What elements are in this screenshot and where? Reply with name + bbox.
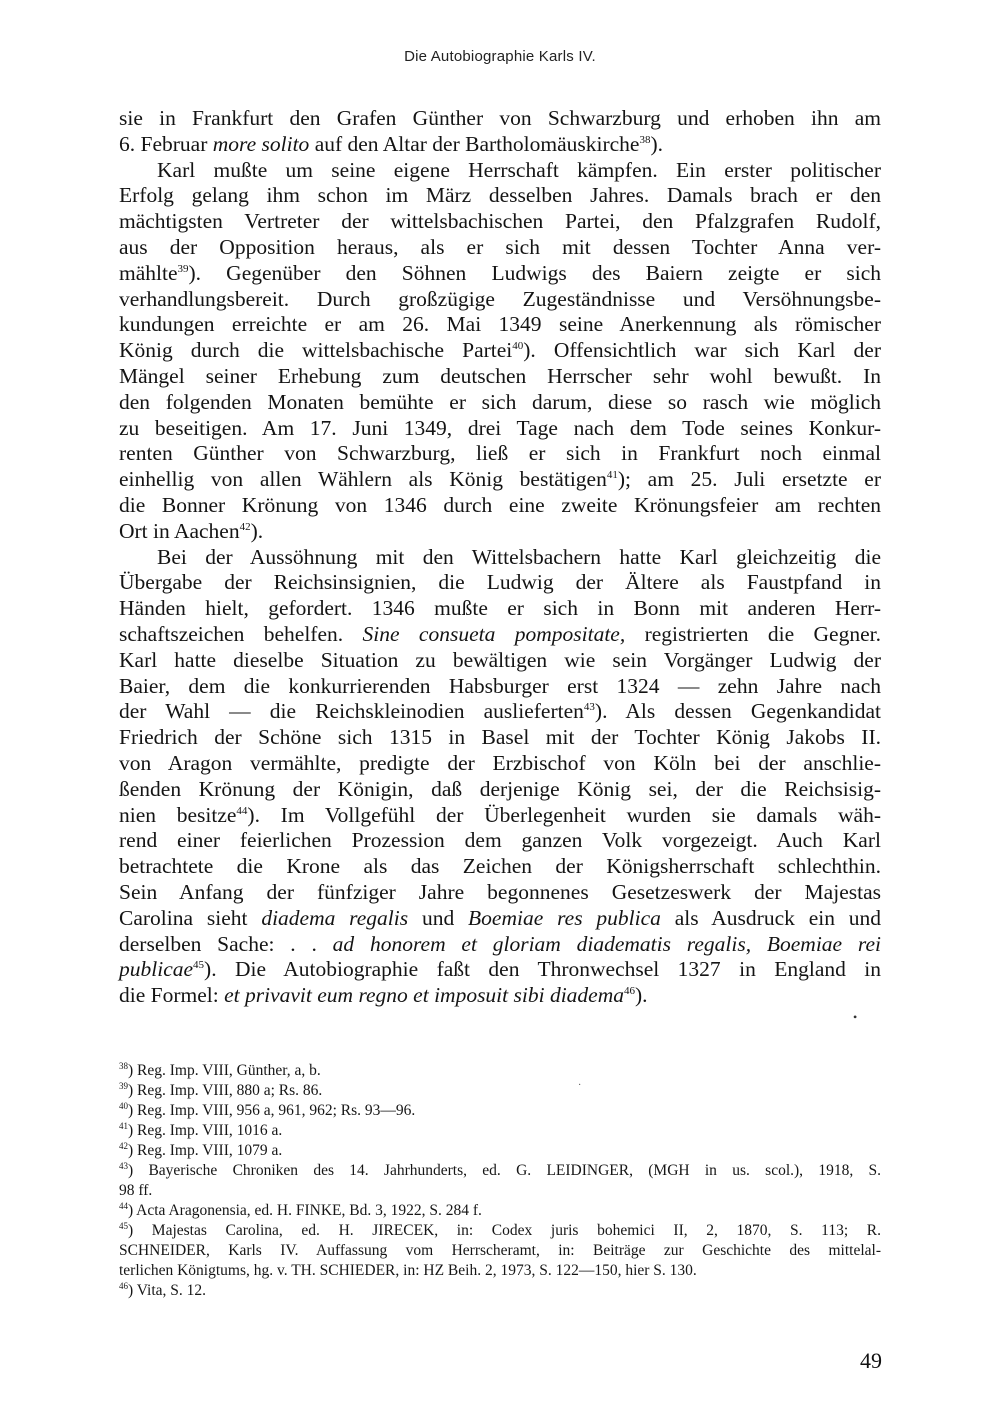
footnote-ref: 38	[639, 133, 651, 146]
footnote: $^{44}$) Acta Aragonensia, ed. H. FINKE, Bd. 3, 1922, S. 284 f.	[119, 1200, 482, 1219]
footnote: SCHNEIDER, Karls IV. Auffassung vom Herrscheramt, in: Beiträge zur Geschichte des mittelal-	[119, 1242, 881, 1259]
text-line: Baier, dem die konkurrierenden Habsburger erst 1324 — zehn Jahre nach	[119, 673, 881, 698]
text-line: König durch die wittelsbachische Partei$^{40}$). Offensichtlich war sich Karl der	[119, 338, 881, 363]
text-line: Händen hielt, gefordert. 1346 mußte er sich in Bonn mit anderen Herr-	[119, 596, 881, 621]
footnote: 98 ff.	[119, 1182, 153, 1199]
text-line: von Aragon vermählte, predigte der Erzbischof von Köln bei der anschlie-	[119, 750, 881, 775]
text-line: Mängel seiner Erhebung zum deutschen Herrscher sehr wohl bewußt. In	[119, 363, 881, 388]
stray-mark: •	[853, 1010, 858, 1024]
footnote-ref: 40	[512, 340, 524, 353]
text-line: renten Günther von Schwarzburg, ließ er sich in Frankfurt noch einmal	[119, 441, 881, 466]
text-line: derselben Sache: . . ad honorem et gloriam diadematis regalis, Boemiae rei	[119, 931, 881, 956]
text-line: Carolina sieht diadema regalis und Boemiae res publica als Ausdruck ein und	[119, 905, 882, 930]
text-line: die Formel: et privavit eum regno et imposuit sibi diadema$^{46}$).	[119, 983, 648, 1008]
footnote: $^{40}$) Reg. Imp. VIII, 956 a, 961, 962; Rs. 93—96.	[119, 1100, 416, 1119]
text-line: verhandlungsbereit. Durch großzügige Zugeständnisse und Versöhnungsbe-	[119, 286, 881, 311]
main-text	[119, 106, 881, 1009]
text-line: rend einer feierlichen Prozession dem ganzen Volk vorgezeigt. Auch Karl	[119, 828, 881, 853]
text-line: kundungen erreichte er am 26. Mai 1349 seine Anerkennung als römischer	[119, 312, 881, 337]
footnote: $^{46}$) Vita, S. 12.	[119, 1280, 207, 1299]
text-line: schaftszeichen behelfen. Sine consueta pompositate, registrierten die Gegner.	[119, 621, 881, 646]
text-line: publicae$^{45}$). Die Autobiographie faßt den Thronwechsel 1327 in England in	[119, 957, 881, 982]
text-line: ßenden Krönung der Königin, daß derjenige König sei, der die Reichsisig-	[119, 776, 881, 801]
text-line: Karl hatte dieselbe Situation zu bewältigen wie sein Vorgänger Ludwig der	[119, 647, 881, 672]
footnote-ref: 46	[624, 984, 635, 997]
text-line: Übergabe der Reichsinsignien, die Ludwig der Ältere als Faustpfand in	[119, 570, 881, 595]
text-line: sie in Frankfurt den Grafen Günther von Schwarzburg und erhoben ihn am	[119, 106, 881, 130]
text-line: Sein Anfang der fünfziger Jahre begonnenes Gesetzeswerk der Majestas	[119, 879, 881, 904]
footnote-ref: 45	[193, 959, 205, 972]
text-line: Erfolg gelang ihm schon im März desselben Jahres. Damals brach er den	[119, 183, 881, 208]
footnote-ref: 41	[606, 469, 618, 481]
footnote-ref: 44	[236, 804, 248, 817]
text-line: mählte$^{39}$). Gegenüber den Söhnen Ludwigs des Baiern zeigte er sich	[119, 260, 881, 285]
footnote-ref: 43	[583, 701, 595, 714]
text-line: 6. Februar more solito auf den Altar der Bartholomäuskirche$^{38}$).	[119, 131, 664, 156]
text-line: die Bonner Krönung von 1346 durch eine zweite Krönungsfeier am rechten	[119, 492, 881, 517]
footnote: $^{42}$) Reg. Imp. VIII, 1079 a.	[119, 1140, 283, 1159]
text-line: den folgenden Monaten bemühte er sich darum, diese so rasch wie möglich	[119, 389, 881, 414]
text-line: aus der Opposition heraus, als er sich mit dessen Tochter Anna ver-	[119, 234, 881, 259]
text-line: Ort in Aachen$^{42}$).	[119, 518, 264, 543]
text-line: der Wahl — die Reichskleinodien auslieferten$^{43}$). Als dessen Gegenkandidat	[119, 699, 881, 724]
text-line: mächtigsten Vertreter der wittelsbachischen Partei, den Pfalzgrafen Rudolf,	[119, 209, 881, 234]
footnote-ref: 42	[239, 520, 251, 533]
footnotes	[119, 1061, 881, 1301]
footnote: $^{38}$) Reg. Imp. VIII, Günther, a, b.	[119, 1060, 321, 1079]
footnote: $^{41}$) Reg. Imp. VIII, 1016 a.	[119, 1120, 283, 1139]
text-line: Friedrich der Schöne sich 1315 in Basel mit der Tochter König Jakobs II.	[119, 725, 881, 750]
running-head: Die Autobiographie Karls IV.	[404, 48, 596, 65]
stray-mark: ·	[578, 1080, 582, 1091]
footnote: $^{39}$) Reg. Imp. VIII, 880 a; Rs. 86.	[119, 1080, 323, 1099]
text-line: zu beseitigen. Am 17. Juni 1349, drei Tage nach dem Tode seines Konkur-	[119, 415, 881, 440]
text-line: nien besitze$^{44}$). Im Vollgefühl der Überlegenheit wurden sie damals wäh-	[119, 802, 881, 827]
text-line: betrachtete die Krone als das Zeichen der Königsherrschaft schlechthin.	[119, 854, 881, 879]
text-line: einhellig von allen Wählern als König bestätigen$^{41}$); am 25. Juli ersetzte er	[119, 467, 881, 492]
footnote-ref: 39	[177, 262, 189, 275]
text-line: Karl mußte um seine eigene Herrschaft kämpfen. Ein erster politischer	[157, 157, 881, 182]
footnote: $^{43}$) Bayerische Chroniken des 14. Jahrhunderts, ed. G. LEIDINGER, (MGH in us. scol.), 1918, S.	[119, 1160, 881, 1179]
page-number: 49	[860, 1348, 882, 1373]
footnote: terlichen Königtums, hg. v. TH. SCHIEDER, in: HZ Beih. 2, 1973, S. 122—150, hier S. 130.	[119, 1262, 697, 1279]
text-line: Bei der Aussöhnung mit den Wittelsbachern hatte Karl gleichzeitig die	[157, 544, 881, 569]
footnote: $^{45}$) Majestas Carolina, ed. H. JIRECEK, in: Codex juris bohemici II, 2, 1870, S. 113; R.	[119, 1220, 881, 1239]
